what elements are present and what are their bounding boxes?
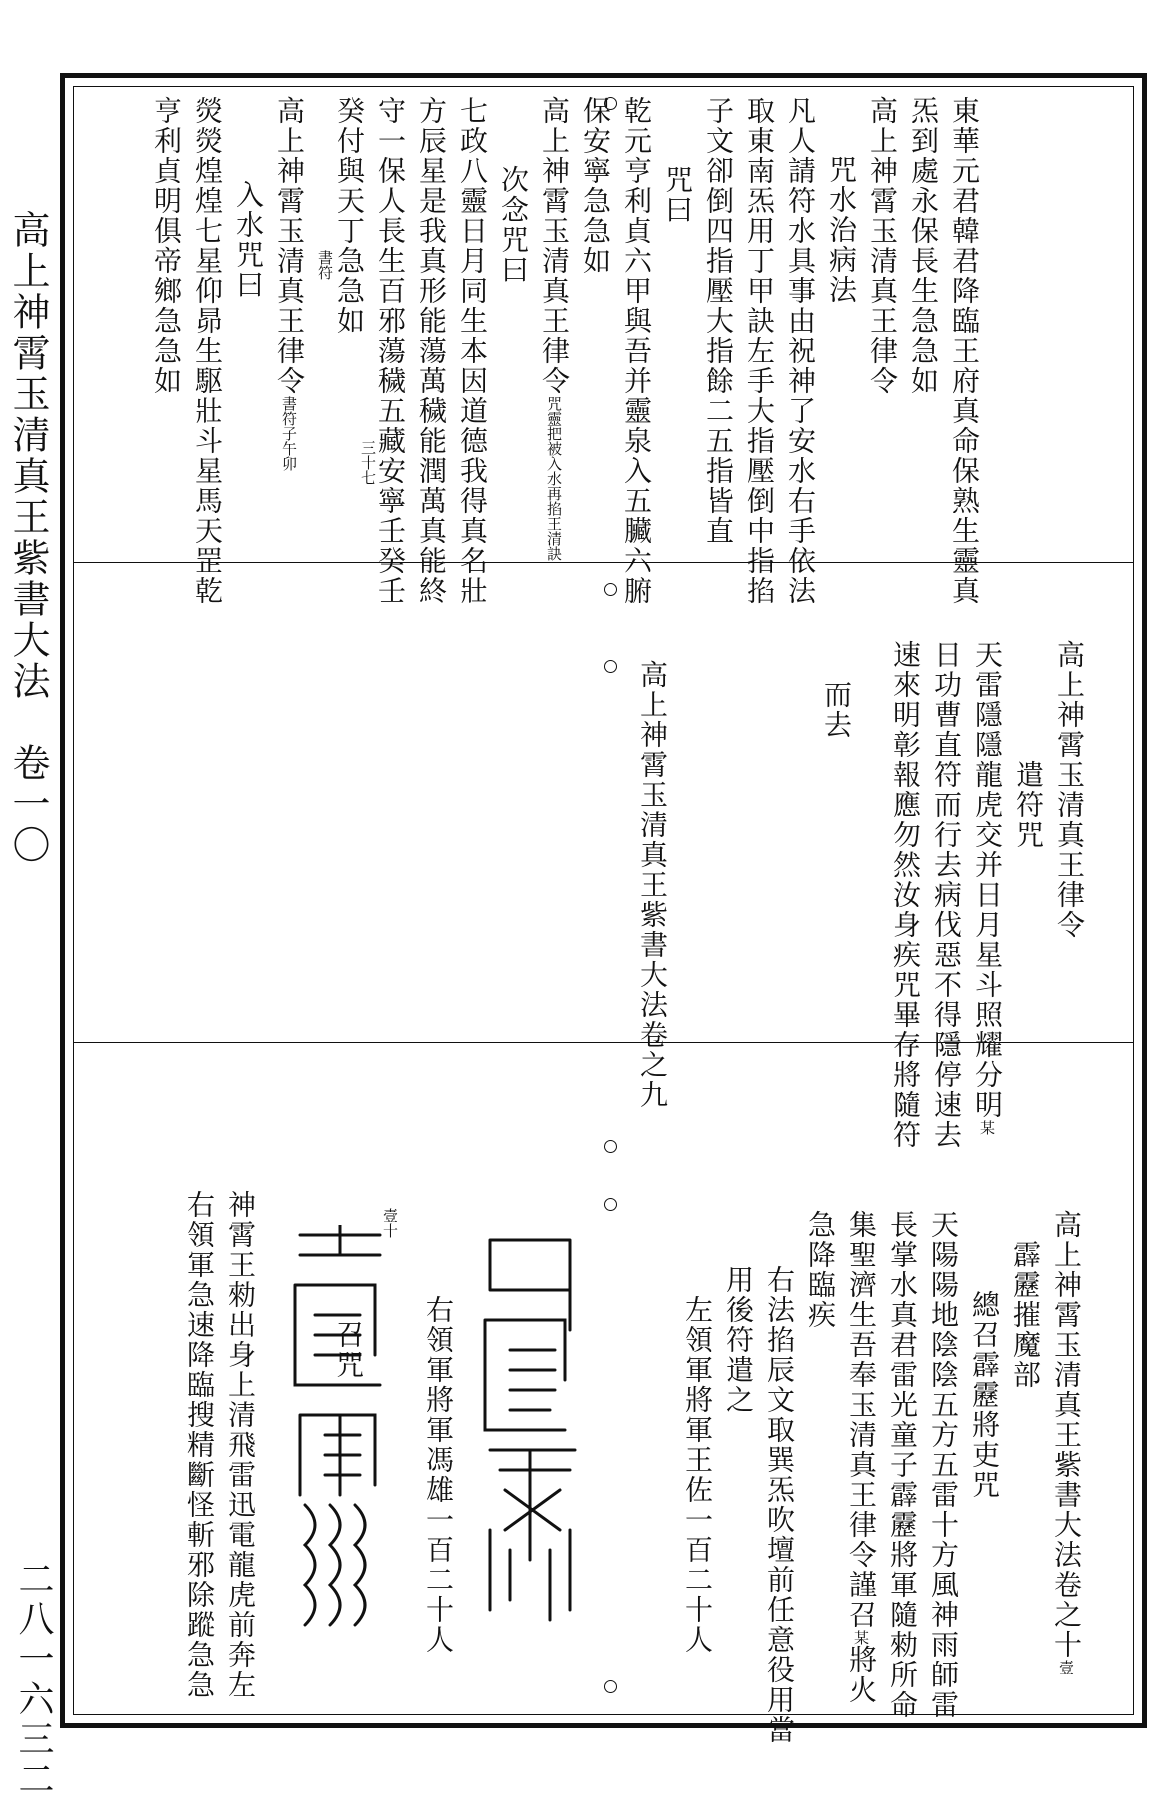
talisman-stroke <box>490 1240 570 1330</box>
talisman-stroke <box>300 1415 375 1495</box>
circle-mark <box>604 1140 617 1153</box>
talisman-symbol <box>285 1225 395 1645</box>
text-column: 召咒 <box>332 1320 365 1380</box>
text-column: 日功曹直符而行去病伐惡不得隱停速去 <box>930 640 963 1150</box>
talisman-stroke <box>510 1350 555 1410</box>
text-column: 入水咒曰 <box>232 180 265 300</box>
text-column: 急降臨疾 <box>804 1210 837 1330</box>
text-column: 咒水治病法 <box>825 155 858 305</box>
column-text-tail: 將火 <box>845 1645 878 1705</box>
text-column: 咒曰 <box>661 165 694 225</box>
text-column: 子文卻倒四指壓大指餘二五指皆直 <box>702 96 735 546</box>
column-text: 集聖濟生吾奉玉清真王律令謹召 <box>845 1210 878 1630</box>
text-column: 高上神霄玉清真王律令 <box>866 96 899 396</box>
text-column <box>971 640 1003 1135</box>
circle-mark <box>604 97 617 110</box>
text-column: 而去 <box>820 680 853 740</box>
text-column: 炁到處永保長生急急如 <box>907 96 940 396</box>
column-note: 壹 <box>1057 1660 1075 1675</box>
column-note: 書符 <box>316 250 334 280</box>
circle-mark <box>604 1680 617 1693</box>
text-column: 高上神霄玉清真王律令 <box>1053 640 1086 940</box>
text-column: 左領軍將軍王佐一百二十人 <box>681 1295 714 1655</box>
text-column: 癸付與天丁急急如 <box>333 96 366 336</box>
text-column: 長掌水真君雷光童子霹靂將軍隨勑所命 <box>886 1210 919 1720</box>
column-note: 某 <box>852 1630 870 1645</box>
column-note: 三十七 <box>359 440 377 485</box>
circle-mark <box>604 583 617 596</box>
text-column: 七政八靈日月同生本因道德我得真名壯 <box>456 96 489 606</box>
talisman-stroke <box>315 1315 360 1355</box>
text-column: 右領軍將軍馮雄一百二十人 <box>422 1295 455 1655</box>
talisman-stroke <box>300 1225 380 1255</box>
text-column: 熒熒煌煌七星仰昴生駆壯斗星馬天罡乾 <box>191 96 224 606</box>
text-column <box>845 1210 877 1705</box>
text-column: 霹靂摧魔部 <box>1009 1240 1042 1390</box>
text-column: 方辰星是我真形能蕩萬穢能潤萬真能終 <box>415 96 448 606</box>
text-column: 東華元君韓君降臨王府真命保熟生靈真 <box>948 96 981 606</box>
text-column: 凡人請符水具事由祝神了安水右手依法 <box>784 96 817 606</box>
circle-mark <box>604 660 617 673</box>
text-column <box>1050 1210 1082 1675</box>
circle-mark <box>604 1198 617 1211</box>
text-column: 右領軍急速降臨搜精斷怪斬邪除蹤急急 <box>183 1190 216 1700</box>
text-column: 遣符咒 <box>1012 760 1045 850</box>
talisman-note: 壹十 <box>381 1208 399 1238</box>
column-text: 高上神霄玉清真王律令 <box>273 96 306 396</box>
text-column: 用後符遣之 <box>722 1265 755 1415</box>
text-column <box>273 96 305 471</box>
text-column: 亨利貞明俱帝鄉急急如 <box>150 96 183 396</box>
text-column: 次念咒曰 <box>497 165 530 285</box>
talisman-stroke <box>305 1505 315 1625</box>
text-column <box>374 96 406 606</box>
text-column: 右法掐辰文取巽炁吹壇前任意役用當 <box>763 1265 796 1745</box>
column-note: 某 <box>978 1120 996 1135</box>
talisman-stroke <box>490 1450 575 1560</box>
text-column: 天陽陽地陰陰五方五雷十方風神雨師雷 <box>927 1210 960 1720</box>
text-column: 神霄王勑出身上清飛雷迅電龍虎前奔左 <box>224 1190 257 1700</box>
margin-book-title: 高上神霄玉清真王紫書大法 卷一〇 <box>6 210 50 866</box>
column-note: 書符子午卯 <box>280 396 298 471</box>
column-text: 天雷隱隱龍虎交并日月星斗照耀分明 <box>971 640 1004 1120</box>
talisman-symbol <box>470 1230 590 1630</box>
text-column: 保安寧急急如 <box>579 96 612 276</box>
talisman-stroke <box>485 1320 565 1430</box>
column-text: 高上神霄玉清真王紫書大法卷之十 <box>1050 1210 1083 1660</box>
text-column: 速來明彰報應勿然汝身疾咒畢存將隨符 <box>889 640 922 1150</box>
text-column: 高上神霄玉清真王紫書大法卷之九 <box>636 660 669 1110</box>
column-text: 高上神霄玉清真王律令 <box>538 96 571 396</box>
text-column: 取東南炁用丁甲訣左手大指壓倒中指掐 <box>743 96 776 606</box>
column-text: 守一保人長生百邪蕩穢五藏安寧壬癸壬 <box>374 96 407 606</box>
talisman-stroke <box>355 1505 365 1625</box>
margin-page-number: 二八一六三二 <box>13 1560 54 1800</box>
column-note: 咒靈把被入水再掐王清訣 <box>545 396 563 561</box>
text-column: 乾元亨利貞六甲與吾并靈泉入五臟六腑 <box>620 96 653 606</box>
text-column: 總召霹靂將吏咒 <box>968 1290 1001 1500</box>
text-column <box>538 96 570 561</box>
talisman-stroke <box>330 1505 340 1625</box>
